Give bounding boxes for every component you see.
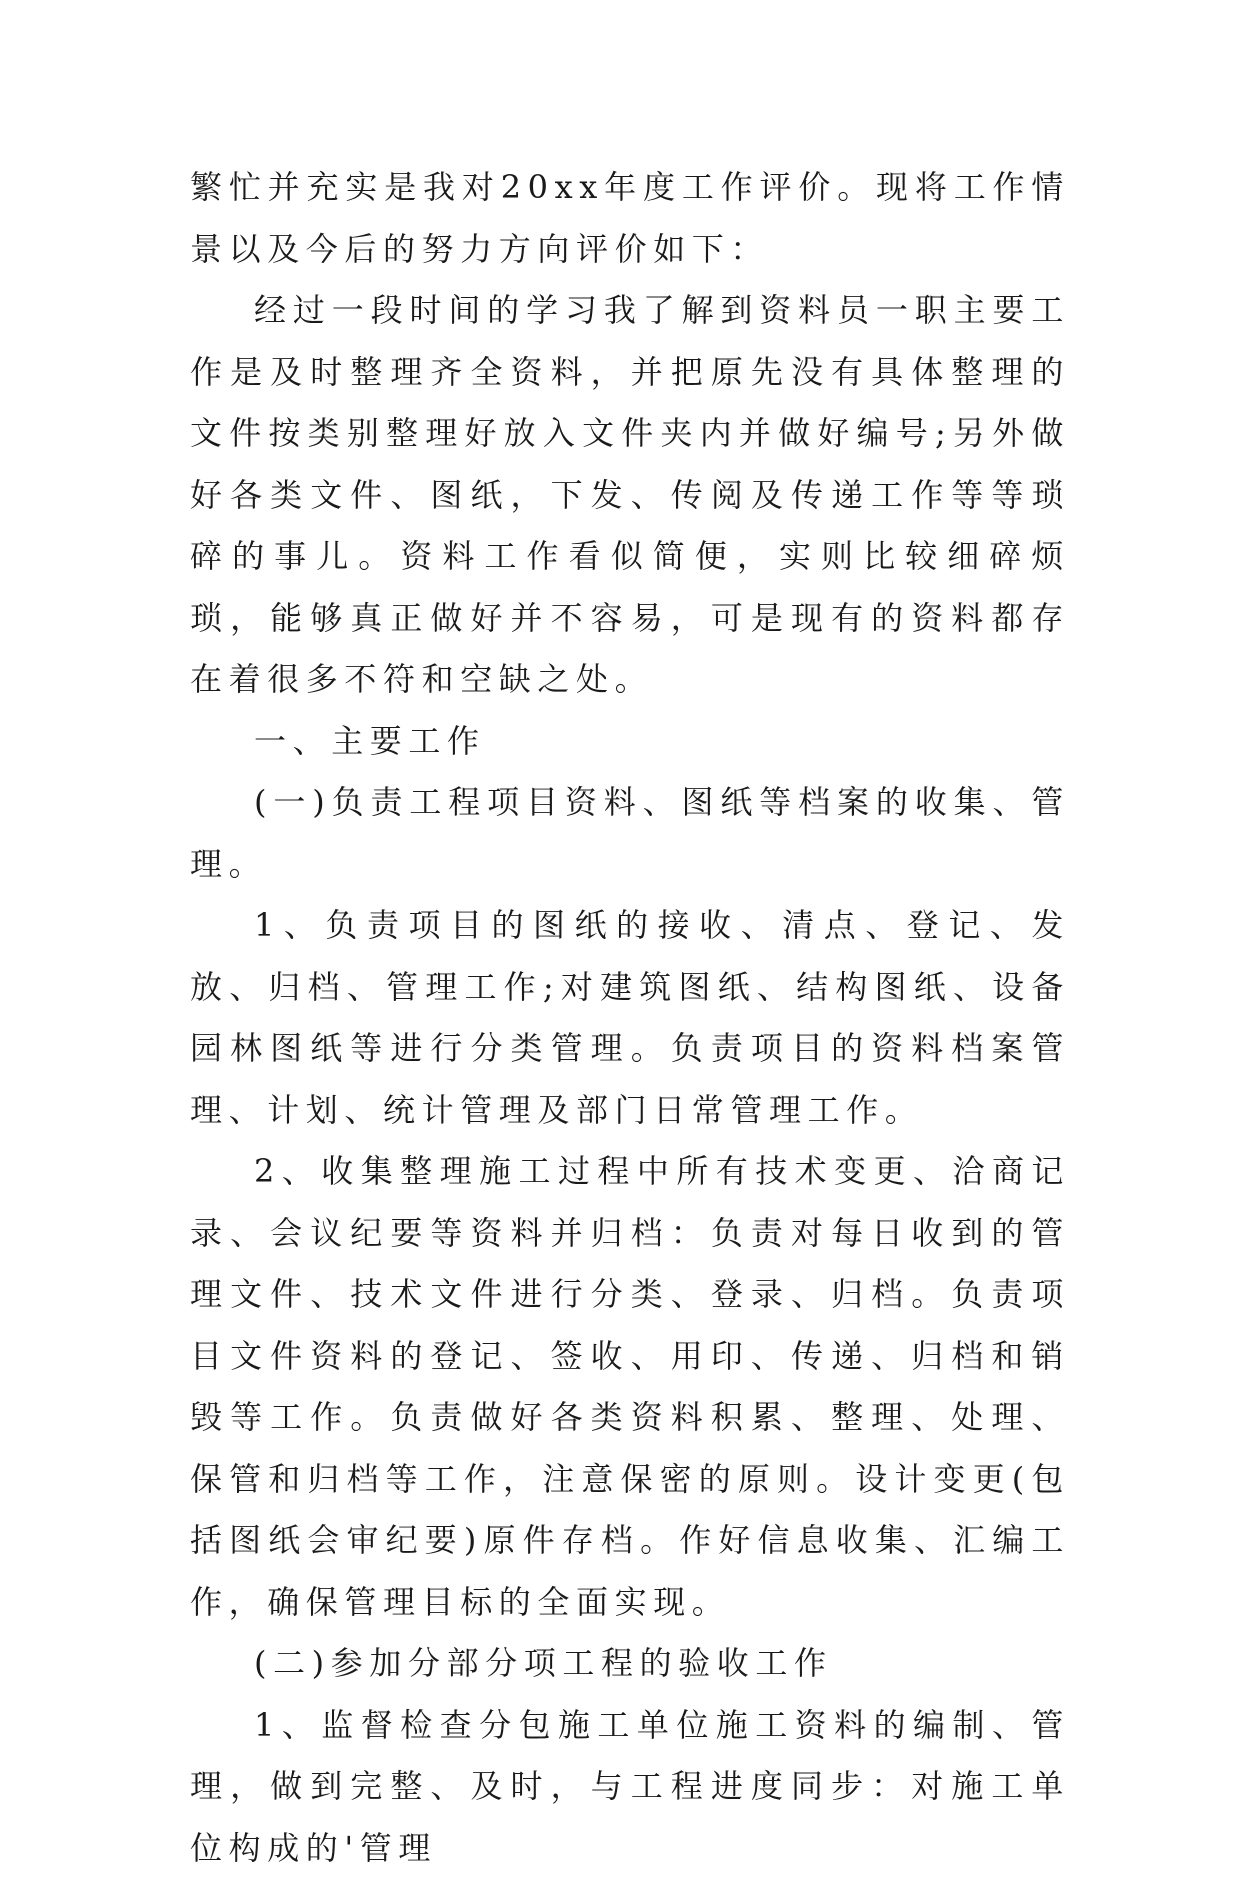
paragraph-item-2: 2、收集整理施工过程中所有技术变更、洽商记录、会议纪要等资料并归档：负责对每日收到的管理文件、技术文件进行分类、登录、归档。负责项目文件资料的登记、签收、用印、传递、归档和销毁等工作。负责做好各类资料积累、整理、处理、保管和归档等工作，注意保密的原则。设计变更(包括图纸会审纪要)原件存档。作好信息收集、汇编工作，确保管理目标的全面实现。 (190, 1141, 1070, 1633)
paragraph-intro: 繁忙并充实是我对20xx年度工作评价。现将工作情景以及今后的努力方向评价如下： (190, 157, 1070, 280)
paragraph-item-2-1: 1、监督检查分包施工单位施工资料的编制、管理，做到完整、及时，与工程进度同步：对施工单位构成的'管理 (190, 1695, 1070, 1879)
subsection-heading-2: (二)参加分部分项工程的验收工作 (190, 1633, 1070, 1695)
paragraph-overview: 经过一段时间的学习我了解到资料员一职主要工作是及时整理齐全资料，并把原先没有具体整理的文件按类别整理好放入文件夹内并做好编号;另外做好各类文件、图纸，下发、传阅及传递工作等等琐碎的事儿。资料工作看似简便，实则比较细碎烦琐，能够真正做好并不容易，可是现有的资料都存在着很多不符和空缺之处。 (190, 280, 1070, 711)
paragraph-item-1: 1、负责项目的图纸的接收、清点、登记、发放、归档、管理工作;对建筑图纸、结构图纸、设备园林图纸等进行分类管理。负责项目的资料档案管理、计划、统计管理及部门日常管理工作。 (190, 895, 1070, 1141)
document-body (190, 157, 1070, 1879)
subsection-heading-1: (一)负责工程项目资料、图纸等档案的收集、管理。 (190, 772, 1070, 895)
section-heading-main-work: 一、主要工作 (190, 711, 1070, 773)
